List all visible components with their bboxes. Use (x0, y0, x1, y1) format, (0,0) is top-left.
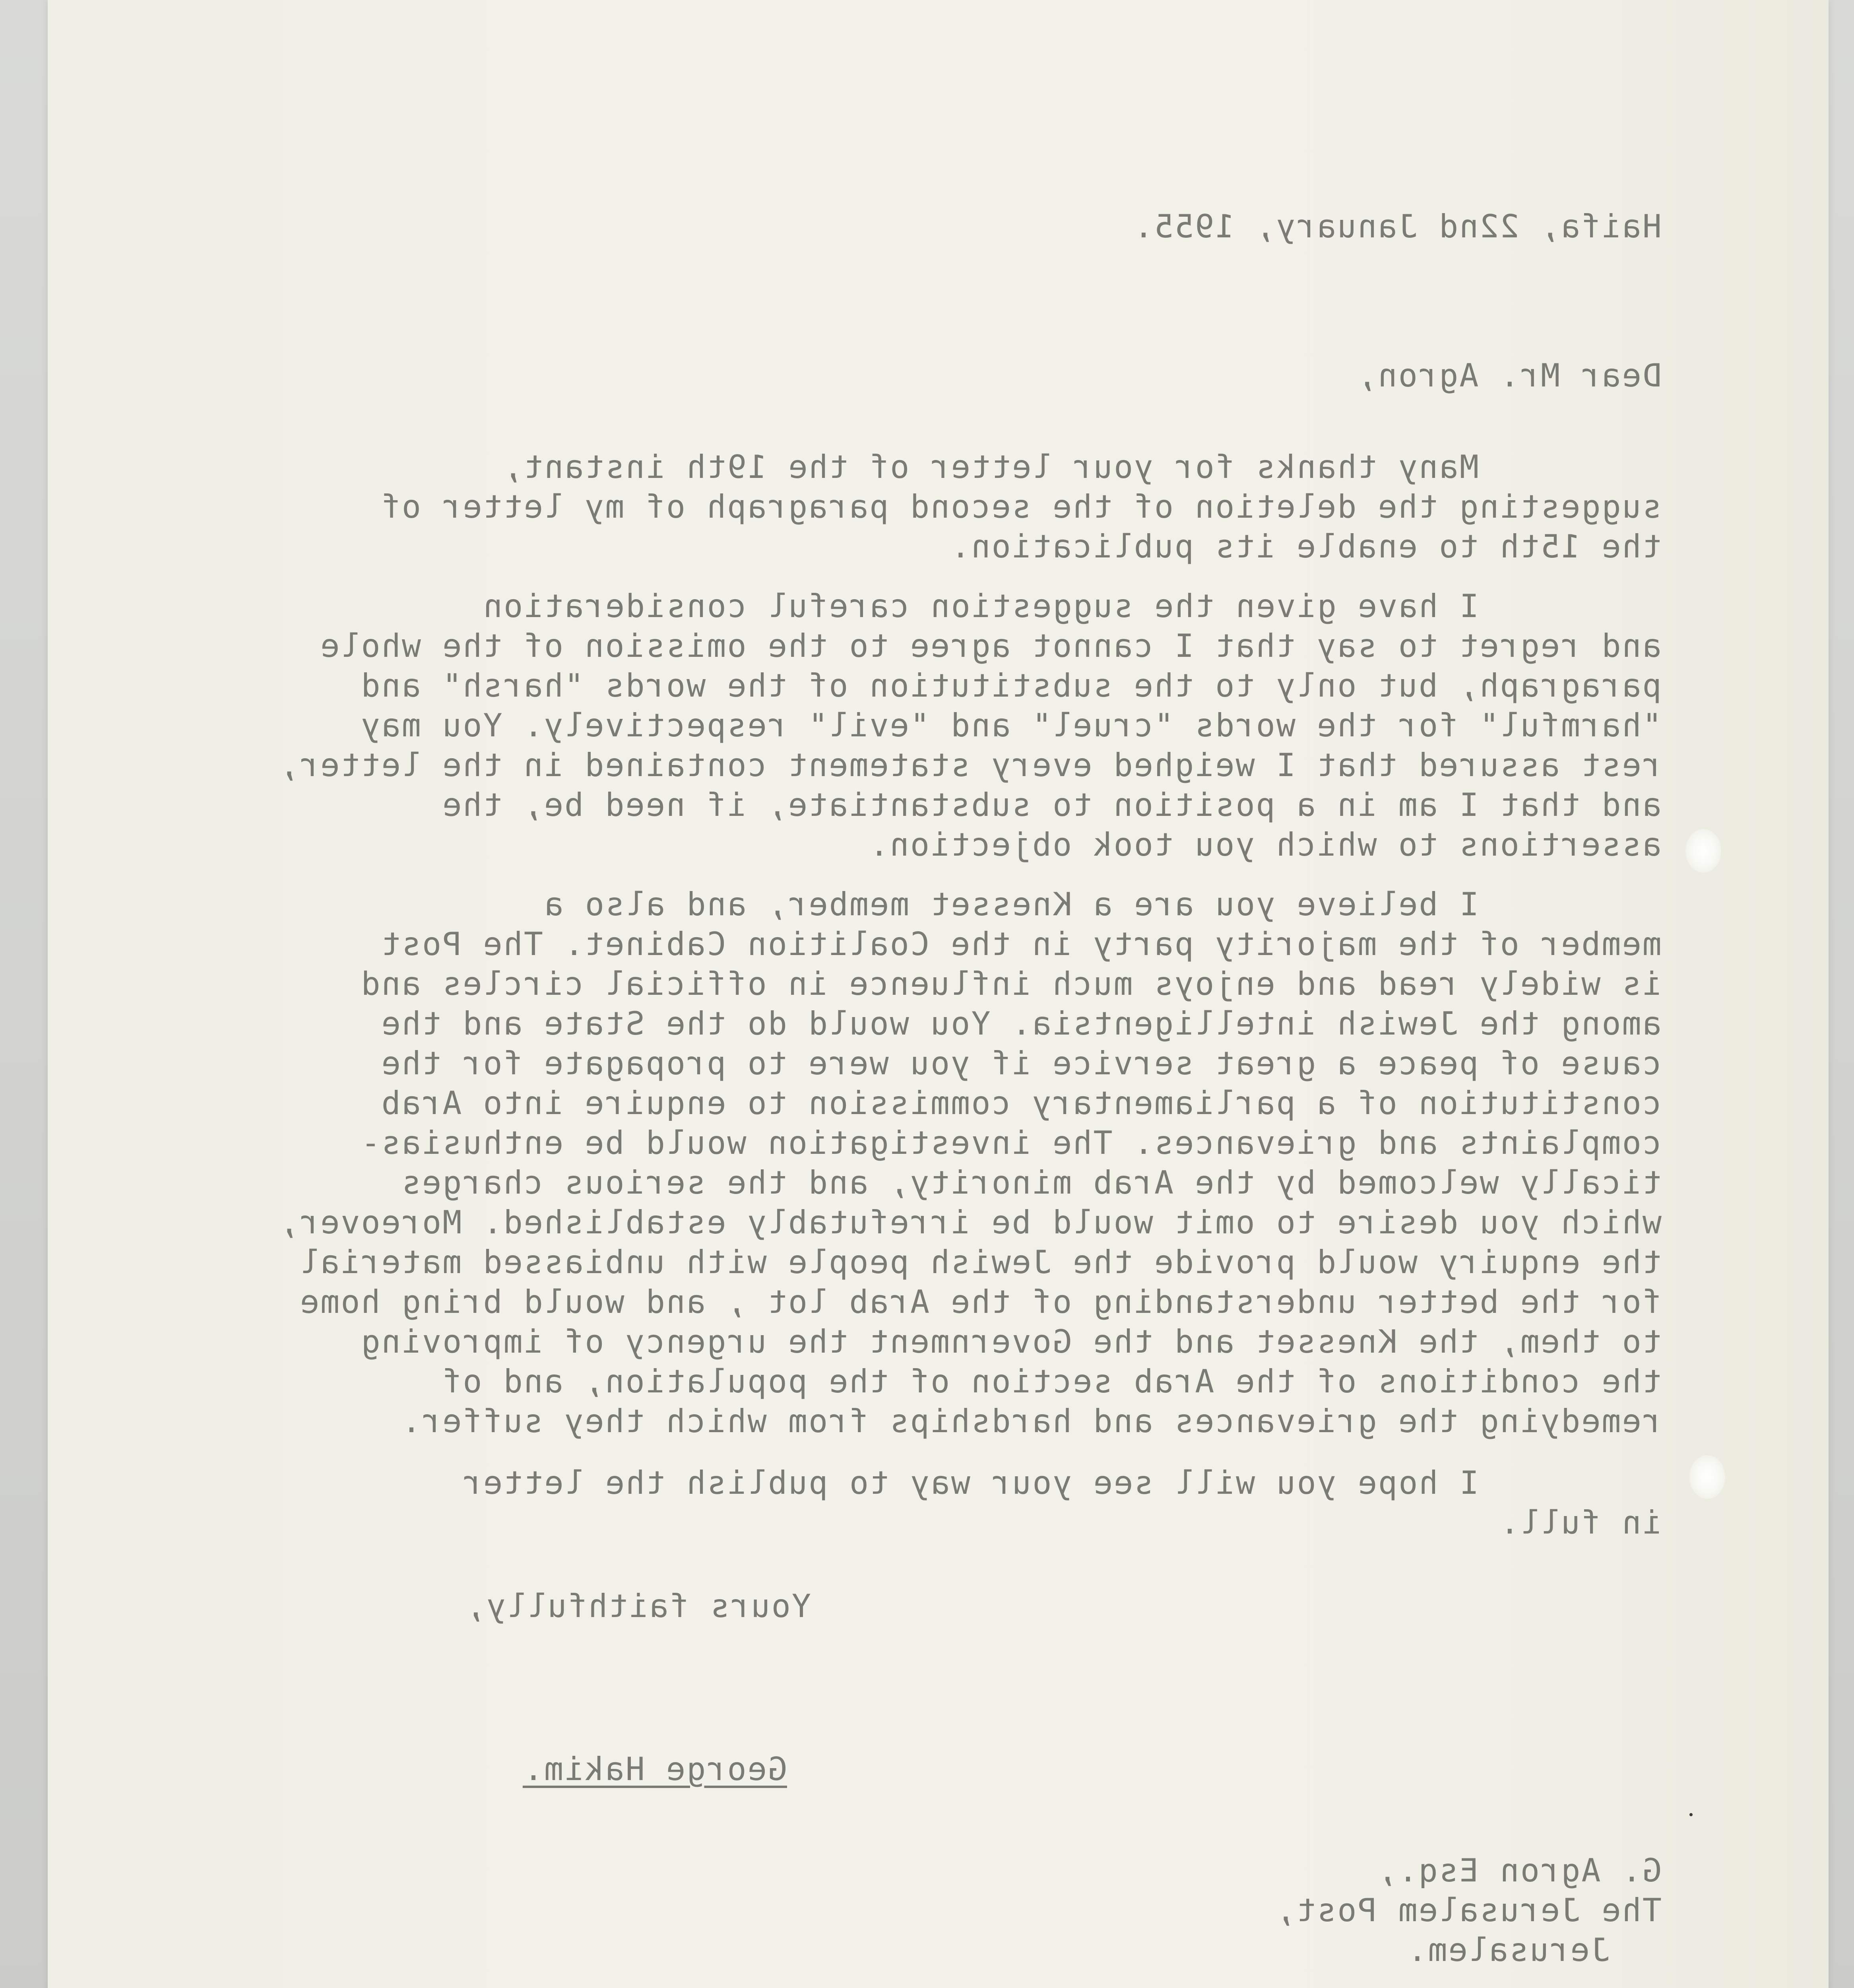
paragraph-line: "harmful" for the words "cruel" and "evil" respectively. You may (360, 707, 1662, 744)
paragraph-line: paragraph, but only to the substitution of the words "harsh" and (360, 667, 1662, 704)
paragraph-line: the enquiry would provide the Jewish people with unbiassed material (299, 1244, 1662, 1281)
paragraph-line: which you desire to omit would be irrefutably established. Moreover, (278, 1204, 1662, 1241)
closing: Yours faithfully, (465, 1588, 811, 1625)
paragraph-line: I hope you will see your way to publish the letter (462, 1464, 1479, 1501)
signature: George Hakim. (522, 1751, 787, 1788)
paragraph-line: to them, the Knesset and the Government the urgency of improving (360, 1323, 1662, 1360)
paragraph-line: suggesting the deletion of the second paragraph of my letter of (380, 488, 1662, 525)
paragraph-line: assertions to which you took objection. (868, 826, 1662, 863)
paragraph-line: cause of peace a great service if you were to propagate for the (380, 1045, 1662, 1082)
paragraph-line: constitution of a parliamentary commission to enquire into Arab (380, 1085, 1662, 1122)
paragraph-line: member of the majority party in the Coalition Cabinet. The Post (380, 926, 1662, 963)
paragraph-line: the 15th to enable its publication. (950, 528, 1662, 565)
paragraph-line: is widely read and enjoys much influence in official circles and (360, 965, 1662, 1002)
paragraph-line: remedying the grievances and hardships from which they suffer. (400, 1403, 1662, 1440)
letter-sheet (48, 0, 1829, 1988)
address-line: Jerusalem. (1406, 1932, 1610, 1969)
paragraph-line: tically welcomed by the Arab minority, and the serious charges (400, 1164, 1662, 1201)
mirrored-typed-letter (48, 0, 1829, 1988)
paragraph-line: and regret to say that I cannot agree to the omission of the whole (319, 627, 1662, 664)
paragraph-line: and that I am in a position to substantiate, if need be, the (441, 786, 1662, 823)
paragraph-line: rest assured that I weighed every statement contained in the letter, (278, 747, 1662, 784)
address-line: G. Agron Esq., (1377, 1852, 1662, 1889)
paragraph-line: for the better understanding of the Arab lot , and would bring home (299, 1283, 1662, 1320)
paragraph-line: I have given the suggestion careful consideration (482, 588, 1479, 625)
paragraph-line: in full. (1499, 1504, 1662, 1541)
paragraph-line: Many thanks for your letter of the 19th instant, (502, 448, 1479, 485)
address-line: The Jerusalem Post, (1275, 1892, 1662, 1929)
date-line: Haifa, 22nd January, 1955. (1133, 208, 1662, 245)
paragraph-line: complaints and grievances. The investigation would be enthusias- (360, 1124, 1662, 1161)
paragraph-line: among the Jewish intelligentsia. You would do the State and the (380, 1005, 1662, 1042)
paragraph-line: the conditions of the Arab section of the population, and of (441, 1363, 1662, 1400)
paragraph-line: I believe you are a Knesset member, and also a (543, 886, 1479, 923)
salutation: Dear Mr. Agron, (1356, 357, 1662, 394)
